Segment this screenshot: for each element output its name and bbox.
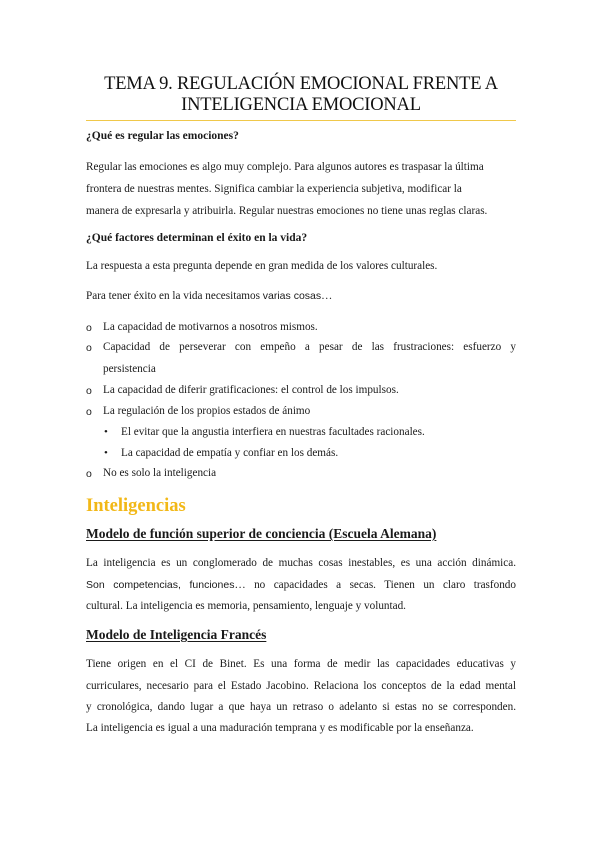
question-heading-regular: ¿Qué es regular las emociones? [86,130,239,142]
paragraph-regular-emociones [86,156,516,222]
section-heading-inteligencias: Inteligencias [86,496,186,516]
text-span-sans: Son competencias, funciones [86,579,235,591]
list-bullet: o [86,385,92,397]
list-item: La regulación de los propios estados de ánimo [103,405,311,417]
sublist-item: El evitar que la angustia interfiera en nuestras facultades racionales. [121,426,425,438]
list-bullet: o [86,468,92,480]
paragraph-necesitamos [86,290,332,302]
text-span: … [321,290,333,302]
list-bullet: o [86,406,92,418]
text-span-sans: varias cosas [262,290,322,302]
list-item: La capacidad de diferir gratificaciones: el control de los impulsos. [103,384,399,396]
list-item: La capacidad de motivarnos a nosotros mismos. [103,321,318,333]
paragraph-line: manera de expresarla y atribuirla. Regular nuestras emociones no tiene unas reglas claras. [86,205,488,217]
sublist-bullet: • [104,447,108,459]
list-bullet: o [86,342,92,354]
title-divider [86,120,516,121]
document-page [86,0,516,734]
page-title [86,74,516,116]
sublist-item: La capacidad de empatía y confiar en los demás. [121,447,339,459]
paragraph-line: curriculares, necesario para el Estado Jacobino. Relaciona los conceptos de la edad mental [86,680,516,692]
paragraph-line: Tiene origen en el CI de Binet. Es una forma de medir las capacidades educativas y [86,658,516,670]
paragraph-line: La inteligencia es un conglomerado de muchas cosas inestables, es una acción dinámica. [86,557,516,569]
paragraph-line: Regular las emociones es algo muy complejo. Para algunos autores es traspasar la última [86,161,484,173]
list-item: No es solo la inteligencia [103,467,217,479]
text-span: Para tener éxito en la vida necesitamos [86,290,263,302]
paragraph-respuesta: La respuesta a esta pregunta depende en gran medida de los valores culturales. [86,260,438,272]
title-line-2: INTELIGENCIA EMOCIONAL [181,95,421,115]
title-line-1: TEMA 9. REGULACIÓN EMOCIONAL FRENTE A [104,74,498,94]
paragraph-line [86,579,516,591]
text-span: … no capacidades a secas. Tienen un claro trasfondo [234,579,516,591]
list-bullet: o [86,322,92,334]
paragraph-line: frontera de nuestras mentes. Significa cambiar la experiencia subjetiva, modificar la [86,183,462,195]
subheading-escuela-alemana: Modelo de función superior de conciencia (Escuela Alemana) [86,526,437,541]
paragraph-line: y cronológica, dando lugar a que haya un retraso o adelanto si estas no se corresponden. [86,701,516,713]
list-item-continuation: persistencia [103,363,156,375]
sublist-bullet: • [104,426,108,438]
question-heading-exito: ¿Qué factores determinan el éxito en la vida? [86,232,308,244]
paragraph-line: cultural. La inteligencia es memoria, pensamiento, lenguaje y voluntad. [86,600,406,612]
list-item: Capacidad de perseverar con empeño a pesar de las frustraciones: esfuerzo y [103,341,516,353]
subheading-modelo-frances: Modelo de Inteligencia Francés [86,627,267,642]
paragraph-line: La inteligencia es igual a una maduración temprana y es modificable por la enseñanza. [86,722,474,734]
